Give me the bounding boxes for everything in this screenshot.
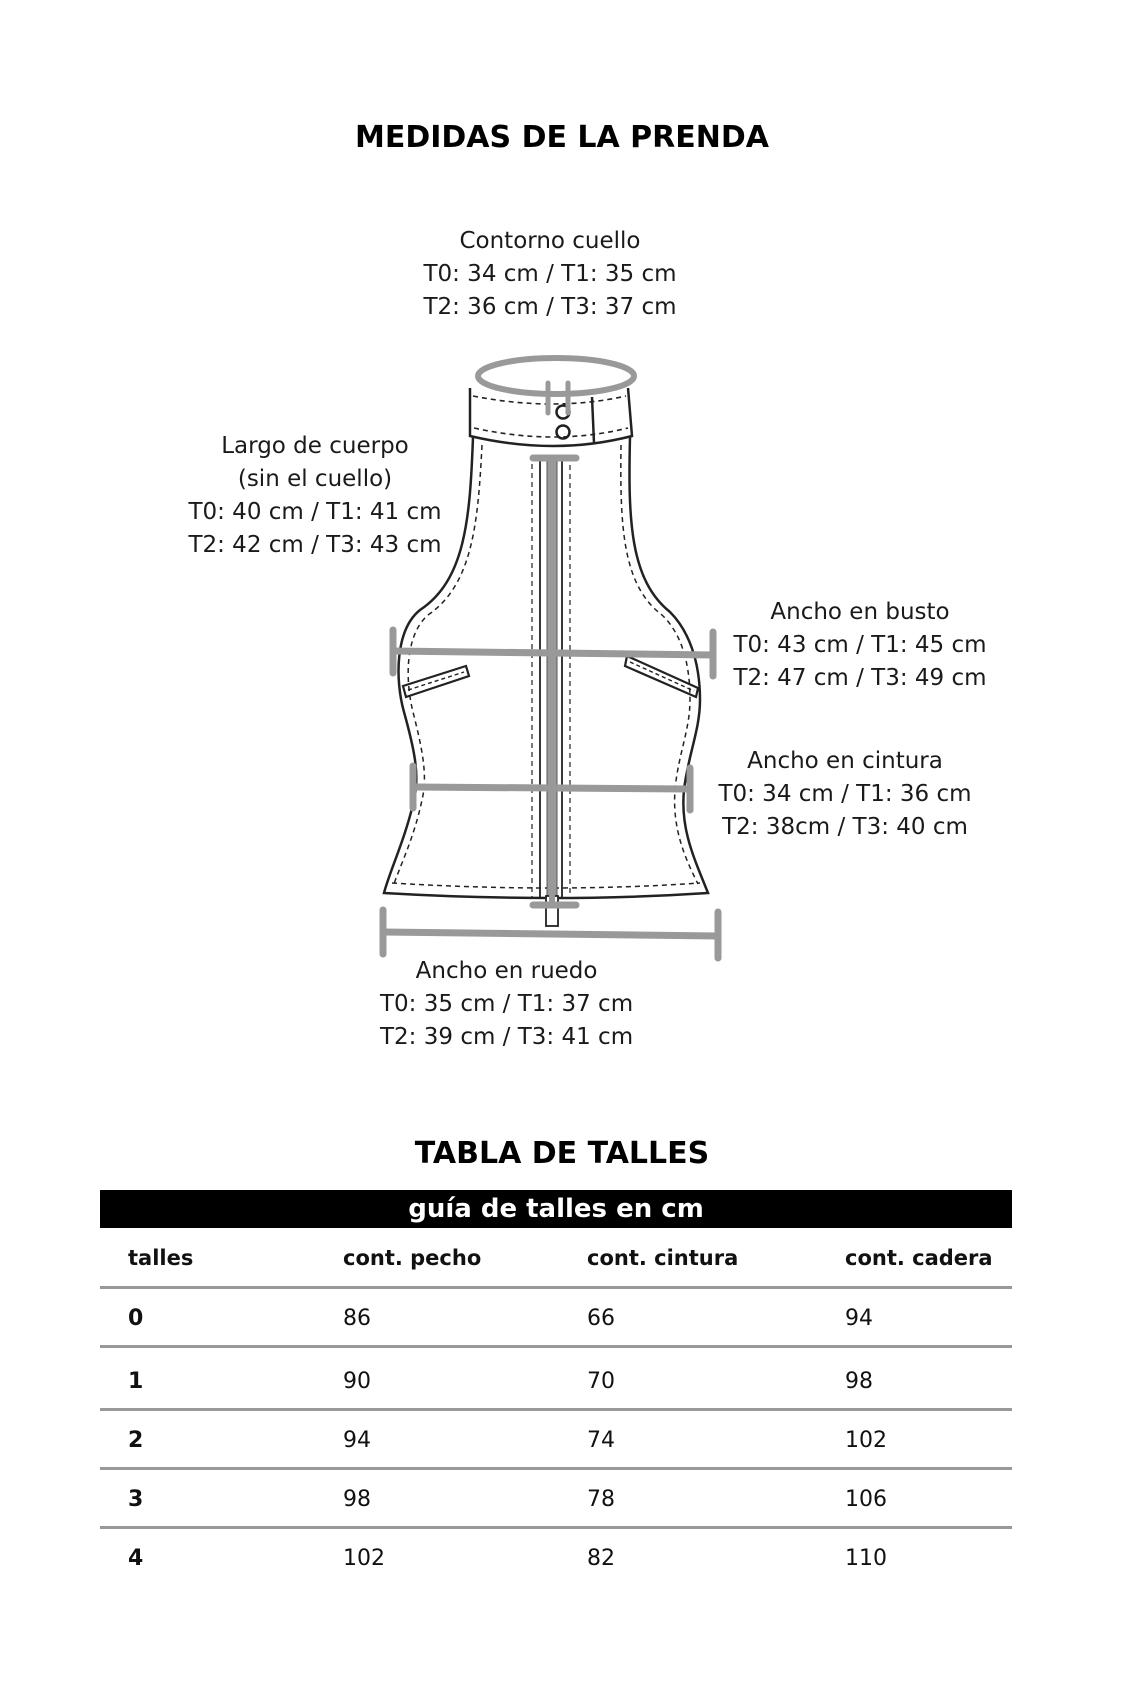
table-row [100,1348,1012,1411]
page-title: MEDIDAS DE LA PRENDA [354,120,769,155]
waist-measure-label [700,745,990,844]
table-row [100,1470,1012,1529]
size-cell: 3 [128,1487,144,1512]
neck-values-1: T0: 34 cm / T1: 35 cm [423,261,677,287]
hem-measure-label [380,955,633,1054]
bust-label: Ancho en busto [770,599,950,625]
column-header-pecho: cont. pecho [343,1246,482,1270]
column-header-cadera: cont. cadera [845,1246,993,1270]
bust-values-2: T2: 47 cm / T3: 49 cm [733,665,987,691]
waist-values-1: T0: 34 cm / T1: 36 cm [718,781,972,807]
waist-cell: 70 [587,1369,615,1394]
hem-values-2: T2: 39 cm / T3: 41 cm [380,1024,634,1050]
size-cell: 2 [128,1428,144,1453]
chest-cell: 90 [343,1369,371,1394]
column-header-talles: talles [128,1246,194,1270]
length-label: Largo de cuerpo [221,433,409,459]
neck-label: Contorno cuello [459,228,641,254]
column-header-cintura: cont. cintura [587,1246,739,1270]
waist-measure-line [413,787,690,789]
neck-values-2: T2: 36 cm / T3: 37 cm [423,294,677,320]
hip-cell: 106 [845,1487,887,1512]
size-table-banner: guía de talles en cm [100,1190,1012,1228]
length-values-2: T2: 42 cm / T3: 43 cm [188,532,442,558]
bust-measure-line [393,651,713,655]
hip-cell: 102 [845,1428,887,1453]
hip-cell: 110 [845,1546,887,1571]
hip-cell: 94 [845,1306,873,1331]
waist-cell: 82 [587,1546,615,1571]
length-values-1: T0: 40 cm / T1: 41 cm [188,499,442,525]
neck-measure-ellipse [478,358,634,394]
waist-cell: 66 [587,1306,615,1331]
hem-values-1: T0: 35 cm / T1: 37 cm [380,991,634,1017]
table-row [100,1411,1012,1470]
size-cell: 4 [128,1546,144,1571]
bust-measure-label [715,596,1005,695]
table-header-row [100,1228,1012,1289]
size-cell: 0 [128,1306,144,1331]
table-row [100,1529,1012,1585]
length-sublabel: (sin el cuello) [237,466,393,492]
size-cell: 1 [128,1369,144,1394]
waist-values-2: T2: 38cm / T3: 40 cm [722,814,968,840]
chest-cell: 98 [343,1487,371,1512]
size-table-title: TABLA DE TALLES [414,1136,710,1171]
chest-cell: 102 [343,1546,385,1571]
waist-cell: 74 [587,1428,615,1453]
length-measure-label [150,430,480,562]
chest-cell: 94 [343,1428,371,1453]
waist-label: Ancho en cintura [747,748,943,774]
hip-cell: 98 [845,1369,873,1394]
chest-cell: 86 [343,1306,371,1331]
bust-values-1: T0: 43 cm / T1: 45 cm [733,632,987,658]
hem-label: Ancho en ruedo [415,958,598,984]
table-row [100,1289,1012,1348]
neck-measure-label [380,225,720,324]
waist-cell: 78 [587,1487,615,1512]
size-table [100,1190,1012,1585]
hem-measure-line [383,932,718,936]
